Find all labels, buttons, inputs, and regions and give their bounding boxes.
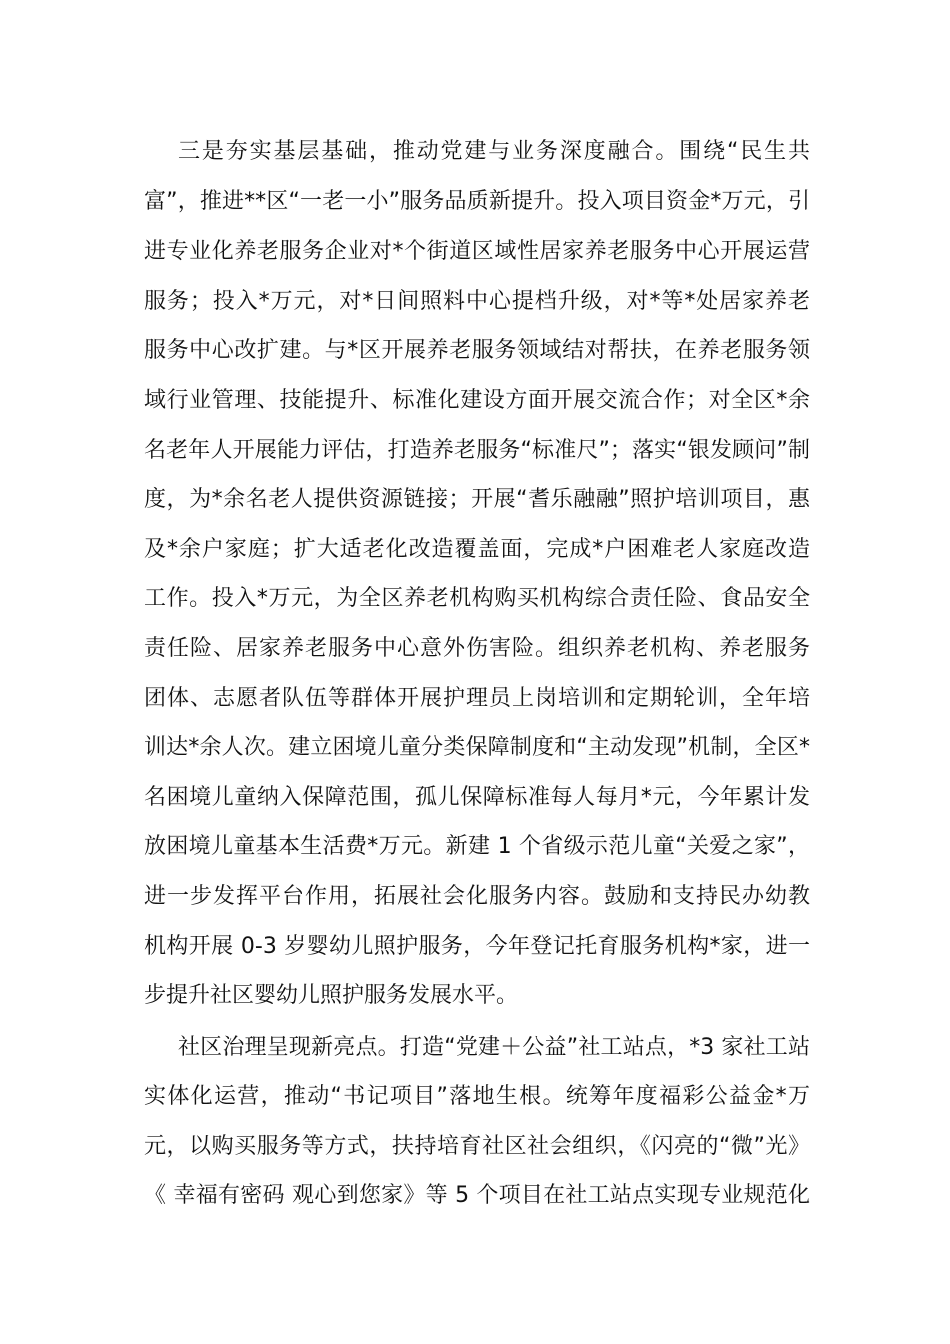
- text-line: 《 幸福有密码 观心到您家》等 5 个项目在社工站点实现专业规范化: [144, 1183, 810, 1208]
- text-line: 团体、志愿者队伍等群体开展护理员上岗培训和定期轮训，全年培: [144, 686, 810, 711]
- text-line: 进专业化养老服务企业对*个街道区域性居家养老服务中心开展运营: [144, 239, 810, 264]
- text-line: 工作。投入*万元，为全区养老机构购买机构综合责任险、食品安全: [144, 586, 810, 611]
- text-line: 度，为*余名老人提供资源链接；开展“耆乐融融”照护培训项目，惠: [144, 487, 810, 512]
- text-line: 域行业管理、技能提升、标准化建设方面开展交流合作；对全区*余: [144, 388, 810, 413]
- text-line: 实体化运营，推动“书记项目”落地生根。统筹年度福彩公益金*万: [144, 1084, 810, 1109]
- text-line: 元，以购买服务等方式，扶持培育社区社会组织，《闪亮的“微”光》: [144, 1134, 810, 1159]
- text-line: 名困境儿童纳入保障范围，孤儿保障标准每人每月*元，今年累计发: [144, 785, 810, 810]
- text-line: 进一步发挥平台作用，拓展社会化服务内容。鼓励和支持民办幼教: [144, 884, 810, 909]
- text-line: 社区治理呈现新亮点。打造“党建＋公益”社工站点，*3 家社工站: [178, 1035, 810, 1060]
- text-line: 训达*余人次。建立困境儿童分类保障制度和“主动发现”机制，全区*: [144, 735, 810, 760]
- text-line: 步提升社区婴幼儿照护服务发展水平。: [144, 983, 519, 1008]
- text-line: 放困境儿童基本生活费*万元。新建 1 个省级示范儿童“关爱之家”，: [144, 834, 810, 859]
- text-line: 服务；投入*万元，对*日间照料中心提档升级，对*等*处居家养老: [144, 289, 810, 314]
- text-line: 名老年人开展能力评估，打造养老服务“标准尺”；落实“银发顾问”制: [144, 438, 810, 463]
- text-line: 三是夯实基层基础，推动党建与业务深度融合。围绕“民生共: [178, 139, 810, 164]
- text-line: 及*余户家庭；扩大适老化改造覆盖面，完成*户困难老人家庭改造: [144, 537, 810, 562]
- text-line: 服务中心改扩建。与*区开展养老服务领域结对帮扶，在养老服务领: [144, 338, 810, 363]
- text-line: 富”，推进**区“一老一小”服务品质新提升。投入项目资金*万元，引: [144, 189, 810, 214]
- text-line: 机构开展 0-3 岁婴幼儿照护服务，今年登记托育服务机构*家，进一: [144, 934, 810, 959]
- text-line: 责任险、居家养老服务中心意外伤害险。组织养老机构、养老服务: [144, 636, 810, 661]
